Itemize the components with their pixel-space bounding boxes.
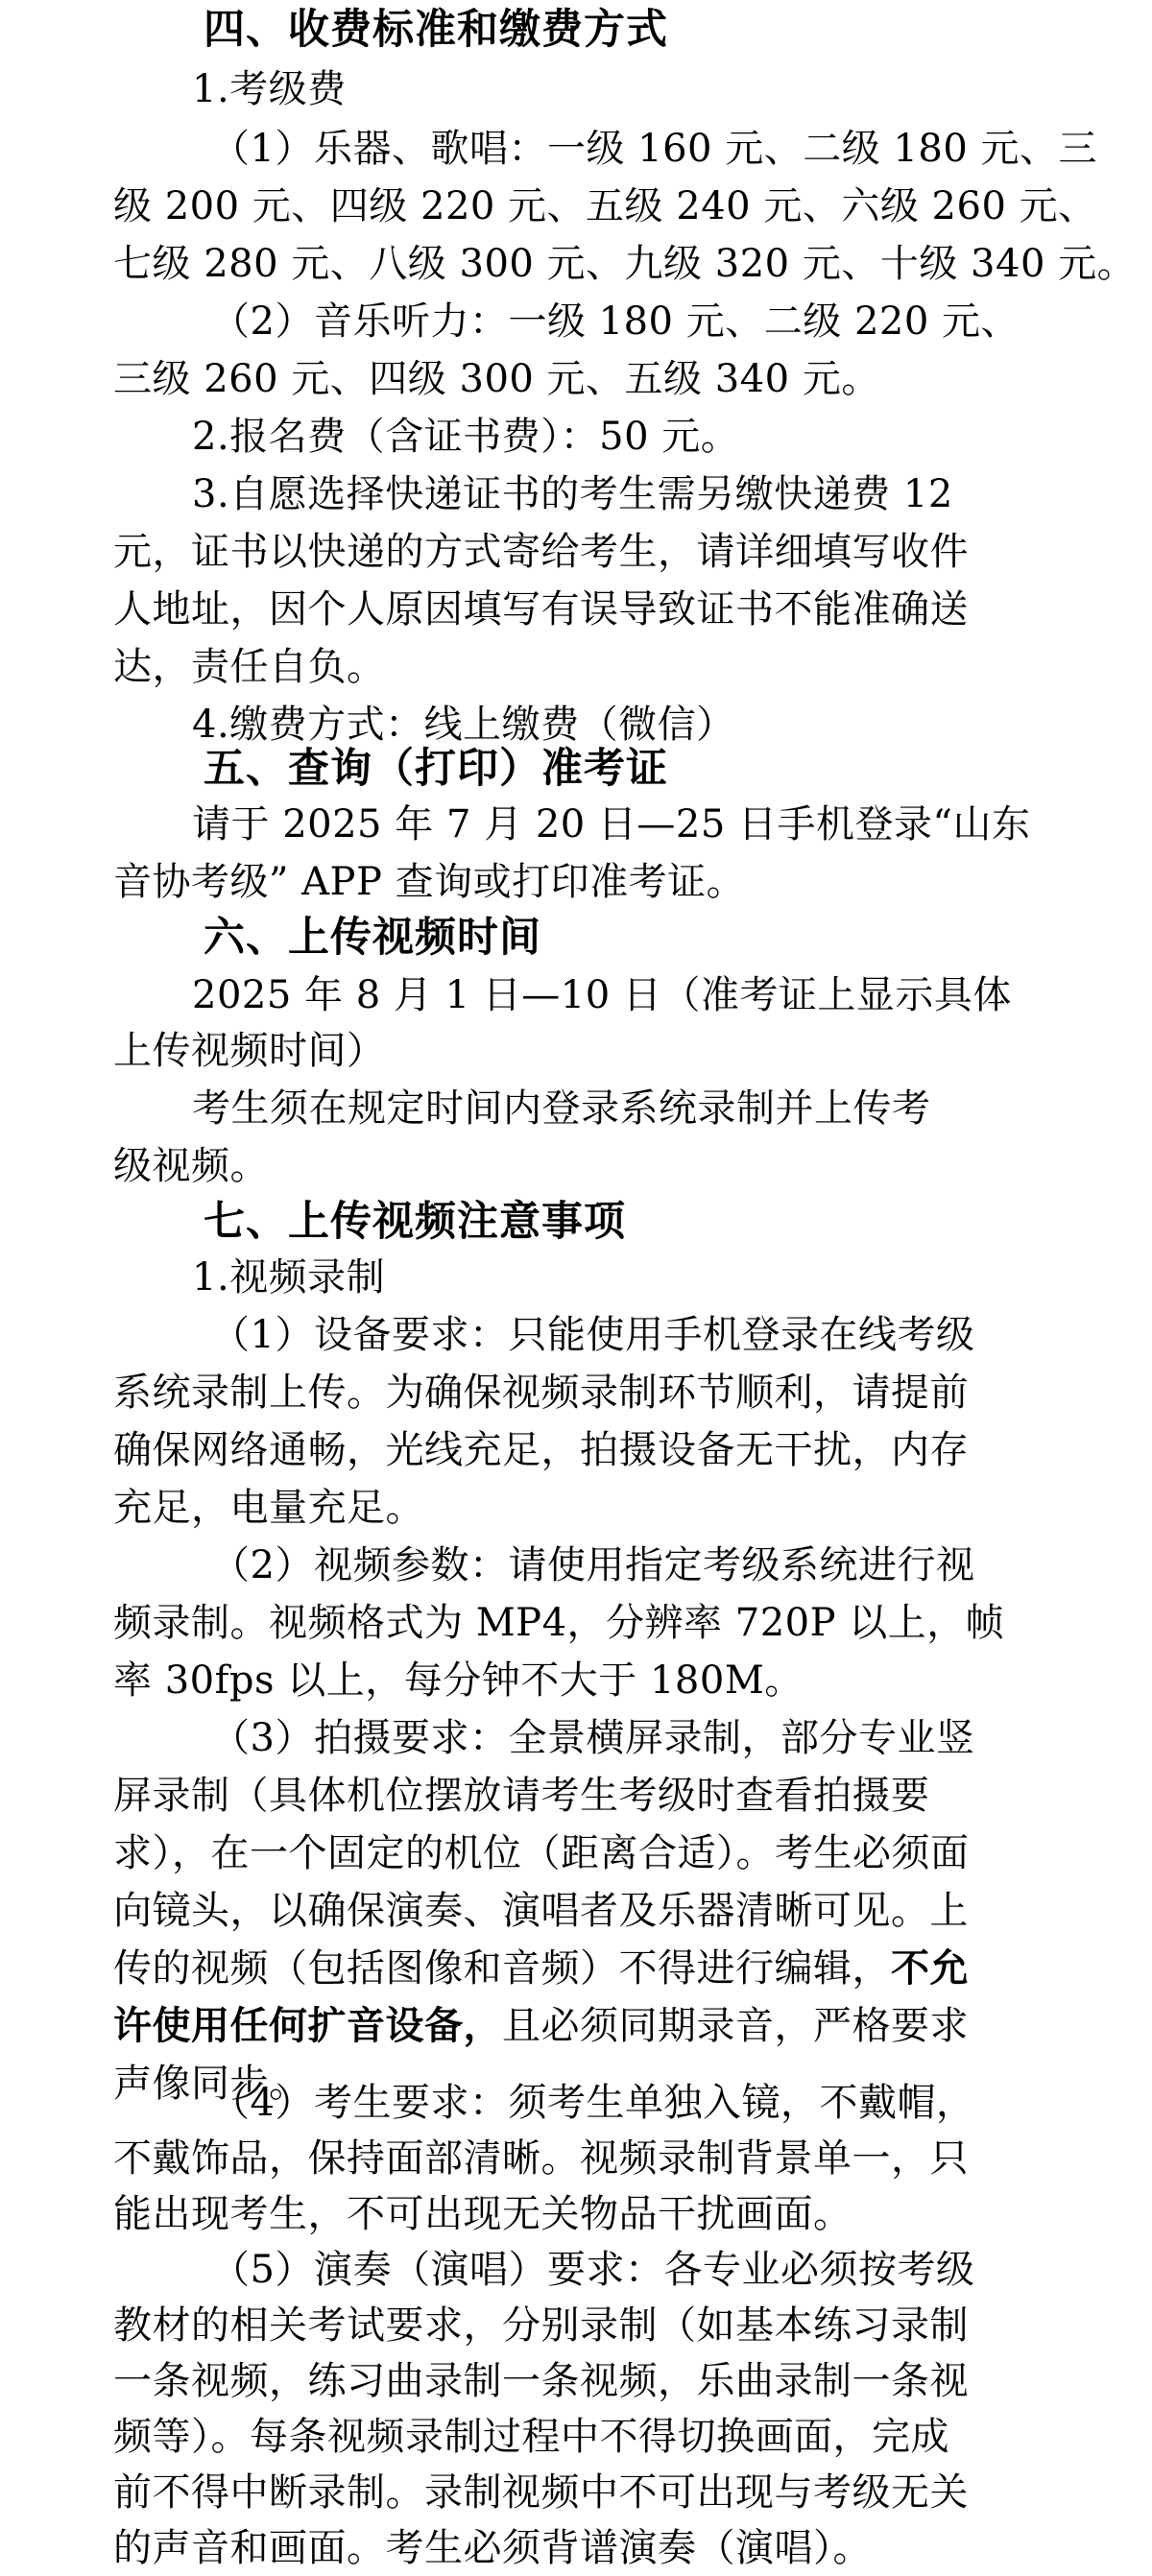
paragraph-line: 求），在一个固定的机位（距离合适）。考生必须面 [113,1831,970,1875]
paragraph-line [0,1941,1152,1996]
paragraph-line: 教材的相关考试要求，分别录制（如基本练习录制 [113,2303,969,2348]
paragraph-line: 频录制。视频格式为 MP4，分辨率 720P 以上，帧 [113,1601,1005,1645]
section-heading-fees: 四、收费标准和缴费方式 [204,6,668,54]
paragraph-line: 上传视频时间） [113,1029,386,1073]
paragraph-line: （3）拍摄要求：全景横屏录制，部分专业竖 [211,1716,975,1760]
paragraph-line: 达，责任自负。 [113,645,386,689]
paragraph-line: 元，证书以快递的方式寄给考生，请详细填写收件 [113,530,969,574]
subheading-registration-fee: 2.报名费（含证书费）：50 元。 [192,415,740,459]
paragraph-line: 屏录制（具体机位摆放请考生考级时查看拍摄要 [113,1774,930,1818]
paragraph-line: （5）演奏（演唱）要求：各专业必须按考级 [211,2248,975,2292]
paragraph-line: 3.自愿选择快递证书的考生需另缴快递费 12 [192,472,953,516]
paragraph-line: 人地址，因个人原因填写有误导致证书不能准确送 [113,587,969,632]
subheading-payment-method: 4.缴费方式：线上缴费（微信） [192,703,735,747]
bold-text-run: 许使用任何扩音设备， [113,2003,502,2048]
text-run: 传的视频（包括图像和音频）不得进行编辑， [113,1946,891,1991]
subheading-exam-fee: 1.考级费 [192,67,347,111]
paragraph-line: （1）设备要求：只能使用手机登录在线考级 [211,1313,975,1357]
section-heading-admission: 五、查询（打印）准考证 [204,745,668,793]
paragraph-line: 音协考级” APP 查询或打印准考证。 [113,860,746,904]
paragraph-line [0,1998,1152,2054]
paragraph-line: 七级 280 元、八级 300 元、九级 320 元、十级 340 元。 [113,242,1137,286]
section-heading-upload-time: 六、上传视频时间 [204,914,541,962]
paragraph-line: 前不得中断录制。录制视频中不可出现与考级无关 [113,2470,969,2515]
paragraph-line: 频等）。每条视频录制过程中不得切换画面，完成 [113,2415,949,2459]
paragraph-line: 声像同步。 [113,2062,308,2106]
paragraph-line: 级视频。 [113,1144,269,1188]
paragraph-line: 的声音和画面。考生必须背谱演奏（演唱）。 [113,2526,872,2570]
subheading-video-recording: 1.视频录制 [192,1255,386,1300]
paragraph-line: 率 30fps 以上，每分钟不大于 180M。 [113,1658,804,1703]
paragraph-line: 级 200 元、四级 220 元、五级 240 元、六级 260 元、 [113,184,1097,228]
section-heading-upload-notes: 七、上传视频注意事项 [204,1198,626,1246]
paragraph-line: 确保网络通畅，光线充足，拍摄设备无干扰，内存 [113,1428,969,1472]
paragraph-line: （4）考生要求：须考生单独入镜，不戴帽， [211,2081,975,2125]
paragraph-line: 一条视频，练习曲录制一条视频，乐曲录制一条视 [113,2359,969,2403]
paragraph-line: 请于 2025 年 7 月 20 日—25 日手机登录“山东 [192,802,1031,847]
paragraph-line: 向镜头，以确保演奏、演唱者及乐器清晰可见。上 [113,1889,969,1933]
paragraph-line: 不戴饰品，保持面部清晰。视频录制背景单一，只 [113,2136,969,2181]
paragraph-line: （2）音乐听力：一级 180 元、二级 220 元、 [211,299,1020,344]
paragraph-line: 2025 年 8 月 1 日—10 日（准考证上显示具体 [192,973,1012,1017]
text-run: 且必须同期录音，严格要求 [502,2004,969,2048]
paragraph-line: （2）视频参数：请使用指定考级系统进行视 [211,1543,975,1587]
paragraph-line: （1）乐器、歌唱：一级 160 元、二级 180 元、三 [211,127,1098,171]
paragraph-line: 三级 260 元、四级 300 元、五级 340 元。 [113,357,880,401]
paragraph-line: 能出现考生，不可出现无关物品干扰画面。 [113,2192,852,2236]
paragraph-line: 充足，电量充足。 [113,1486,424,1530]
paragraph-line: 系统录制上传。为确保视频录制环节顺利，请提前 [113,1371,969,1415]
bold-text-run: 不允 [891,1945,969,1991]
paragraph-line: 考生须在规定时间内登录系统录制并上传考 [192,1086,931,1131]
